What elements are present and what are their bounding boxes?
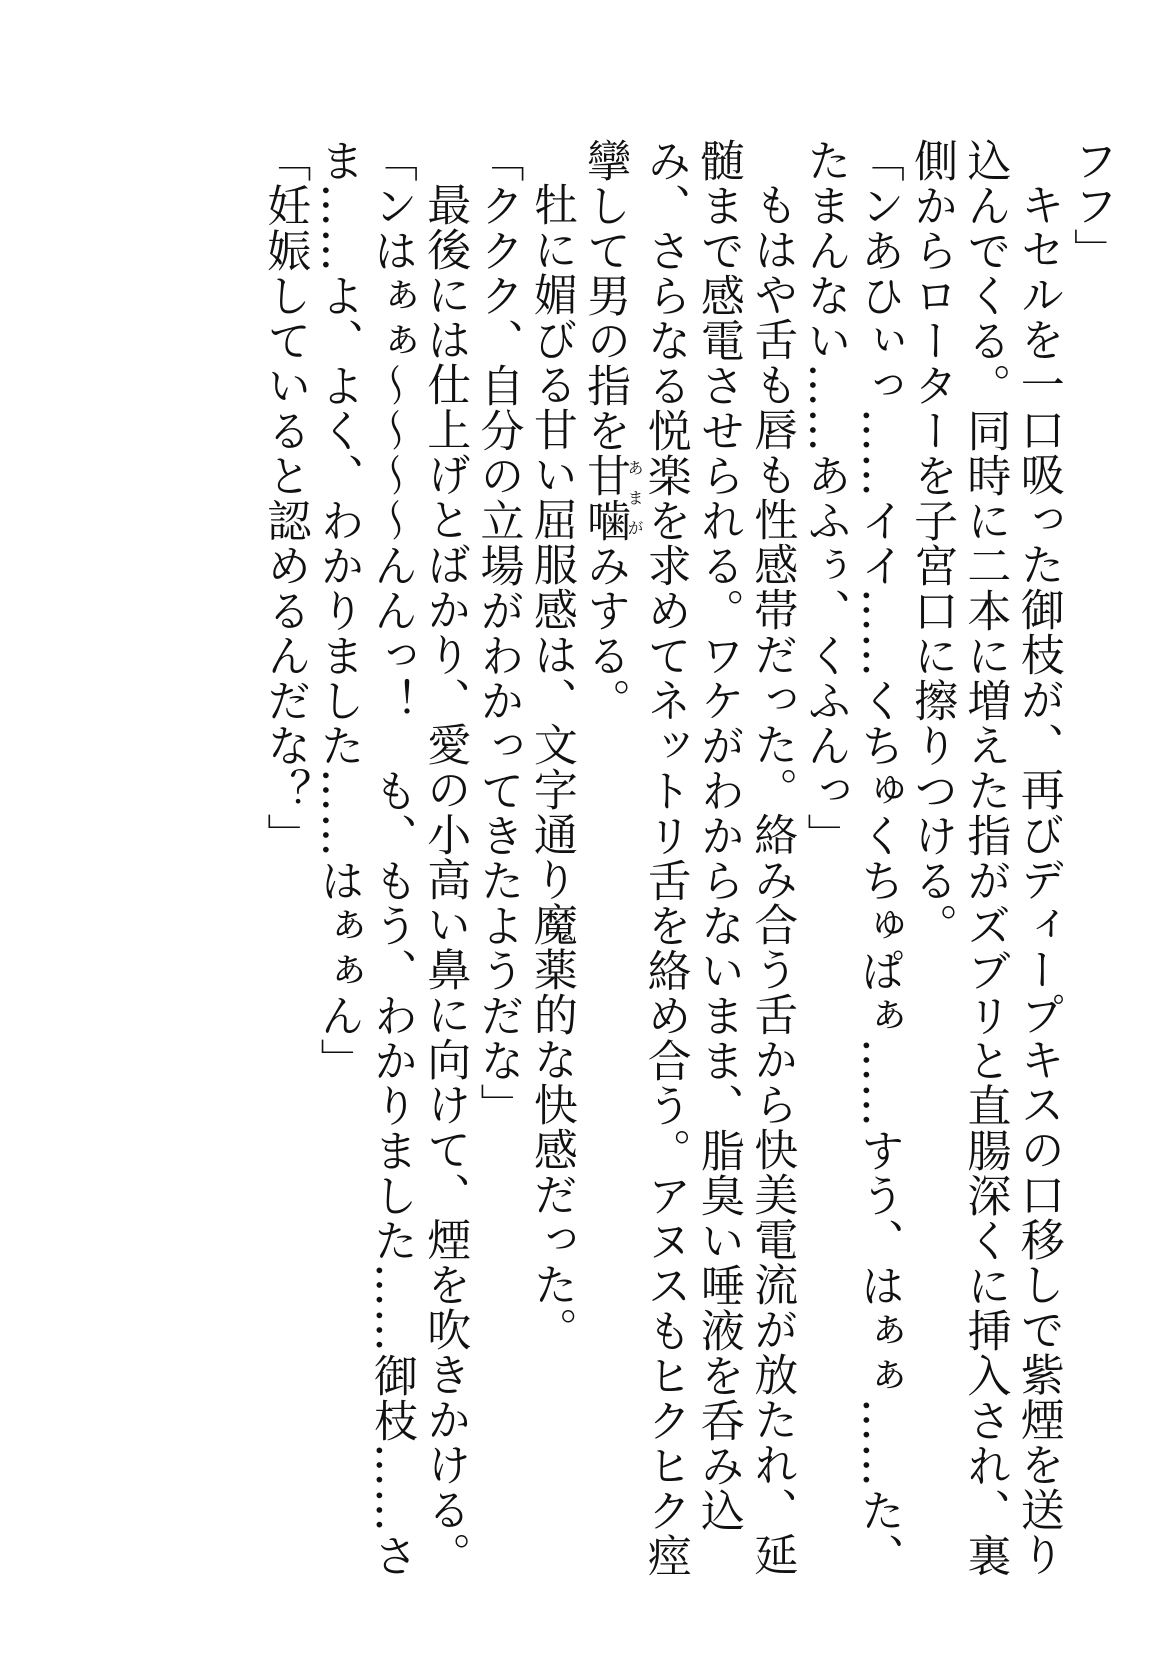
- ruby-word: [579, 453, 645, 543]
- dialogue-line: フフ」: [1066, 138, 1117, 273]
- narration-tail: みする。: [579, 543, 631, 723]
- dialogue-line: 「ンはぁぁ～～～～んんっ！ も、もう、わかりました……御枝……さま……よ、よく、わかりました……はぁぁん」: [312, 138, 417, 1578]
- dialogue-line: 「ククク、自分の立場がわかってきたようだな」: [472, 138, 524, 1128]
- narration-paragraph-with-ruby: [578, 138, 798, 1578]
- vertical-text-body: [258, 138, 1118, 1578]
- ruby-reading: あまが: [625, 453, 645, 543]
- narration-paragraph: 牡に媚びる甘い屈服感は、文字通り魔薬的な快感だった。: [525, 182, 577, 1352]
- ruby-base: 甘噛: [579, 453, 631, 543]
- dialogue-line: 「妊娠していると認めるんだな？」: [259, 138, 311, 858]
- narration-paragraph: キセルを一口吸った御枝が、再びディープキスの口移しで紫煙を送り込んでくる。同時に二本に増えた指がズブリと直腸深くに挿入され、裏側からローターを子宮口に擦りつける。: [906, 138, 1064, 1578]
- narration-paragraph: 最後には仕上げとばかり、愛の小高い鼻に向けて、煙を吹きかける。: [419, 182, 471, 1577]
- dialogue-line: 「ンあひぃっ……イイ……くちゅくちゅぱぁ……すう、はぁぁ……た、たまんない……あふぅ、くふんっ」: [799, 138, 904, 1578]
- narration-text: もはや舌も唇も性感帯だった。絡み合う舌から快美電流が放たれ、延髄まで感電させられる。ワケがわからないまま、脂臭い唾液を呑み込み、さらなる悦楽を求めてネットリ舌を絡め合う。アヌスもヒクヒク痙攣して男の指を: [579, 138, 798, 1578]
